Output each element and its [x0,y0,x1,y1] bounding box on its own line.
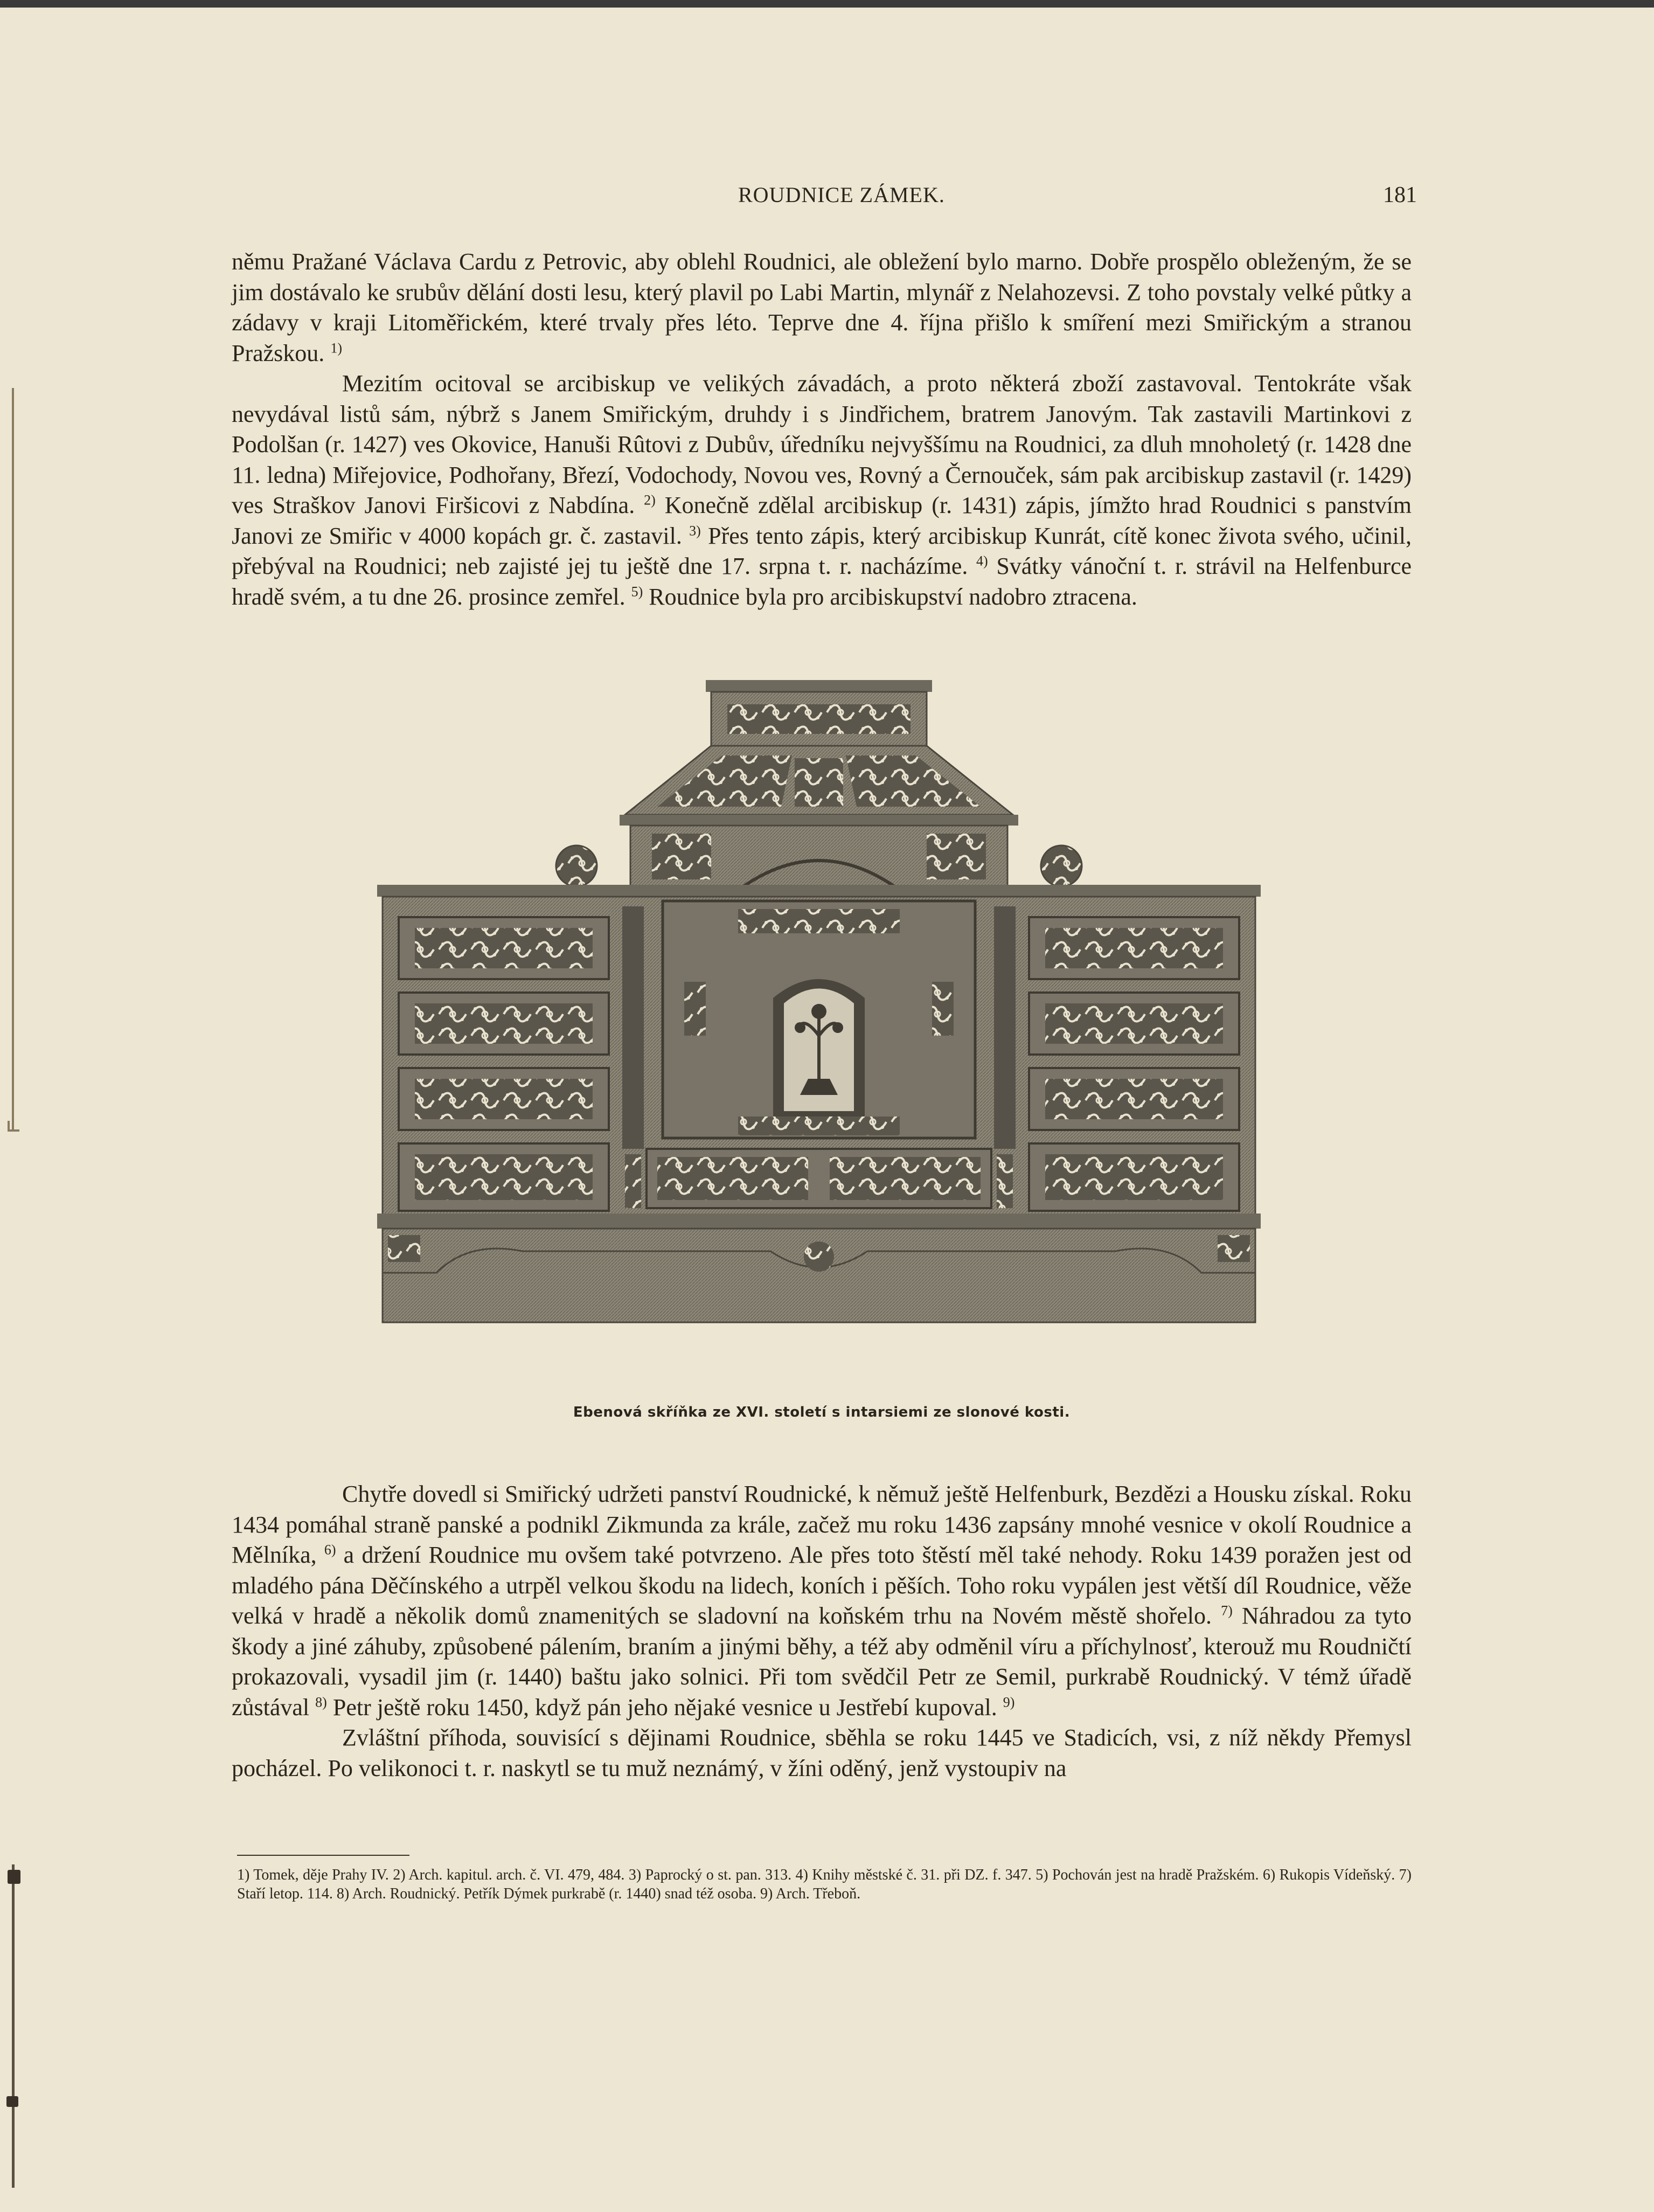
page-number: 181 [1383,183,1417,207]
cabinet-illustration [372,680,1266,1407]
footnote-rule [237,1855,409,1856]
footnote-marker: 3) [689,522,701,538]
paragraph: Chytře dovedl si Smiřický udržeti panství Roudnické, k němuž ještě Helfenburk, Bezdězi a Housku získal. Roku 1434 pomáhal straně panské a podnikl Zikmunda za krále, začež mu roku 1436 zapsány mnohé vesnice v okolí Roudnice a Mělníka, $^{6)}$ a držení Roudnice mu ovšem také potvrzeno. Ale přes toto štěstí měl také nehody. Roku 1439 poražen jest od mladého pána Děčínského a utrpěl velkou škodu na lidech, koních i pěších. Toho roku vypálen jest větší díl Roudnice, věže velká v hradě a několik domů znamenitých se sladovní na koňském trhu na Novém městě shořelo. $^{7)}$ Náhradou za tyto škody a jiné záhuby, způsobené pálením, braním a jinými běhy, a též aby odměnil víru a příchylnosť, kterouž mu Roudničtí prokazovali, vysadil jim (r. 1440) baštu jako solnici. Při tom svědčil Petr ze Semil, purkrabě Roudnický. V témž úřadě zůstával $^{8)}$ Petr ještě roku 1450, když pán jeho nějaké vesnice u Jestřebí kupoval. $^{9)}$ [232,1481,1412,1721]
binding-thread [12,388,14,1132]
binding-hook [8,1121,19,1132]
running-head [232,182,1417,214]
ebony-cabinet-engraving [372,680,1266,1407]
footnote-marker: 2) [644,492,656,508]
binding-mark [8,1870,20,1884]
footnote-marker: 6) [324,1542,336,1558]
paragraph: němu Pražané Václava Cardu z Petrovic, aby oblehl Roudnici, ale obležení bylo marno. Dobře prospělo obleženým, že se jim dostávalo ke srubův dělání dosti lesu, který plavil po Labi Martin, mlynář z Nelahozevsi. Z toho povstaly velké půtky a zádavy v kraji Litoměřickém, které trvaly přes léto. Teprve dne 4. října přišlo k smíření mezi Smiřickým a stranou Pražskou. $^{1)}$ [232,248,1412,366]
paragraph: Mezitím ocitoval se arcibiskup ve velikých závadách, a proto některá zboží zastavoval. Tentokráte však nevydával listů sám, nýbrž s Janem Smiřickým, druhdy i s Jindřichem, bratrem Janovým. Tak zastavili Martinkovi z Podolšan (r. 1427) ves Okovice, Hanuši Rûtovi z Dubův, úředníku nejvyššímu na Roudnici, za dluh mnoholetý (r. 1428 dne 11. ledna) Miřejovice, Podhořany, Březí, Vodochody, Novou ves, Rovný a Černouček, sám pak arcibiskup zastavil (r. 1429) ves Straškov Janovi Firšicovi z Nabdína. $^{2)}$ Konečně zdělal arcibiskup (r. 1431) zápis, jímžto hrad Roudnici s panstvím Janovi ze Smiřic v 4000 kopách gr. č. zastavil. $^{3)}$ Přes tento zápis, který arcibiskup Kunrát, cítě konec života svého, učinil, přebýval na Roudnici; neb zajisté jej tu ještě dne 17. srpna t. r. nacházíme. $^{4)}$ Svátky vánoční t. r. strávil na Helfenburce hradě svém, a tu dne 26. prosince zemřel. $^{5)}$ Roudnice byla pro arcibiskupství nadobro ztracena. [232,370,1412,610]
scan-top-edge [0,0,1654,8]
body-text-bottom [232,1479,1412,1784]
running-title: ROUDNICE ZÁMEK. [738,183,945,207]
binding-thread-lower [12,1864,15,2188]
binding-mark-lower [6,2096,18,2107]
footnote-marker: 4) [976,553,988,569]
footnote-marker: 7) [1221,1603,1233,1619]
figure-caption: Ebenová skříňka ze XVI. století s intarsiemi ze slonové kosti. [573,1404,1071,1420]
footnote-marker: 9) [1003,1694,1015,1710]
paragraph: Zvláštní příhoda, souvisící s dějinami Roudnice, sběhla se roku 1445 ve Stadicích, vsi, z níž někdy Přemysl pocházel. Po velikonoci t. r. naskytl se tu muž neznámý, v žíni oděný, jenž vystoupiv na [232,1724,1412,1781]
footnotes [237,1866,1412,1903]
footnote-marker: 8) [315,1694,327,1710]
footnote-marker: 1) [330,339,342,356]
footnote-marker: 5) [631,583,643,599]
body-text-top [232,247,1412,612]
footnote-text: 1) Tomek, děje Prahy IV. 2) Arch. kapitul. arch. č. VI. 479, 484. 3) Paprocký o st. pan. 313. 4) Knihy městské č. 31. při DZ. f. 347. 5) Pochován jest na hradě Pražském. 6) Rukopis Vídeňský. 7) Staří letop. 114. 8) Arch. Roudnický. Petřík Dýmek purkrabě (r. 1440) snad též osoba. 9) Arch. Třeboň. [237,1867,1412,1902]
